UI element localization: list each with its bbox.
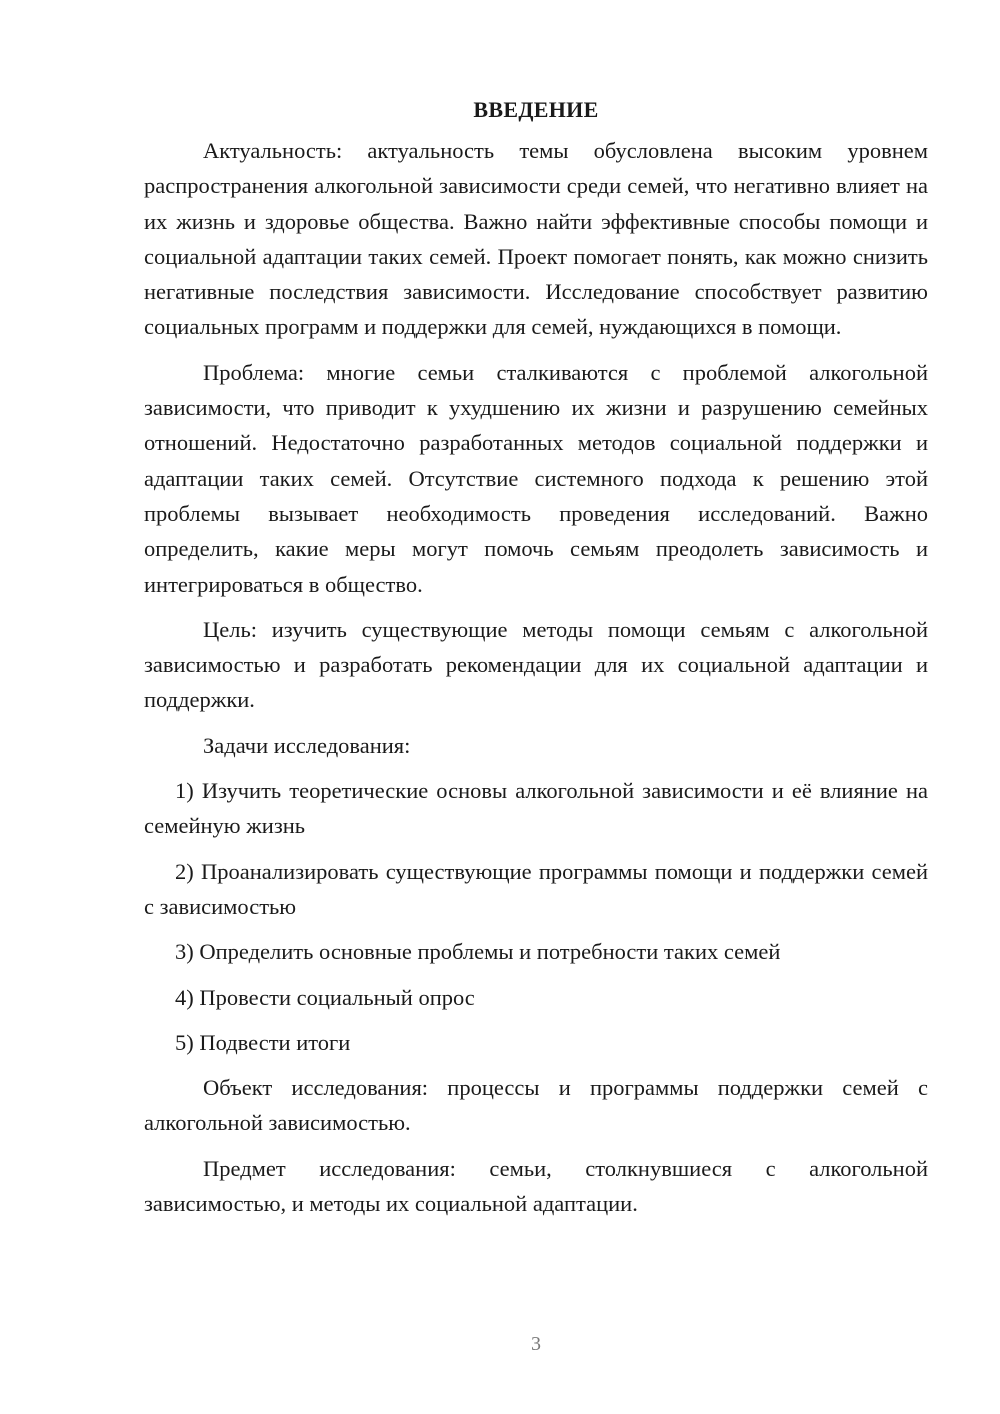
page-title: ВВЕДЕНИЕ bbox=[473, 97, 599, 122]
task-item-5: 5) Подвести итоги bbox=[175, 1029, 351, 1055]
task-item-1: 1) Изучить теоретические основы алкогольной зависимости и её влияние на семейную жизнь bbox=[144, 778, 928, 839]
document-page bbox=[144, 92, 928, 1231]
task-item-4: 4) Провести социальный опрос bbox=[175, 984, 475, 1010]
paragraph-goal: Цель: изучить существующие методы помощи семьям с алкогольной зависимостью и разработать рекомендации для их социальной адаптации и поддержки. bbox=[144, 616, 928, 713]
paragraph-relevance: Актуальность: актуальность темы обусловлена высоким уровнем распространения алкогольной зависимости среди семей, что негативно влияет на их жизнь и здоровье общества. Важно найти эффективные способы помощи и социальной адаптации таких семей. Проект помогает понять, как можно снизить негативные последствия зависимости. Исследование способствует развитию социальных программ и поддержки для семей, нуждающихся в помощи. bbox=[144, 138, 928, 340]
task-item-2: 2) Проанализировать существующие программы помощи и поддержки семей с зависимостью bbox=[144, 858, 928, 919]
task-item-3: 3) Определить основные проблемы и потребности таких семей bbox=[175, 939, 781, 965]
paragraph-subject: Предмет исследования: семьи, столкнувшиеся с алкогольной зависимостью, и методы их социальной адаптации. bbox=[144, 1155, 928, 1217]
page-number: 3 bbox=[531, 1333, 541, 1355]
paragraph-tasks-heading: Задачи исследования: bbox=[203, 732, 411, 758]
paragraph-object: Объект исследования: процессы и программы поддержки семей с алкогольной зависимостью. bbox=[144, 1075, 928, 1136]
paragraph-problem: Проблема: многие семьи сталкиваются с проблемой алкогольной зависимости, что приводит к ухудшению их жизни и разрушению семейных отношений. Недостаточно разработанных методов социальной поддержки и адаптации таких семей. Отсутствие системного подхода к решению этой проблемы вызывает необходимость проведения исследований. Важно определить, какие меры могут помочь семьям преодолеть зависимость и интегрироваться в общество. bbox=[144, 359, 928, 597]
